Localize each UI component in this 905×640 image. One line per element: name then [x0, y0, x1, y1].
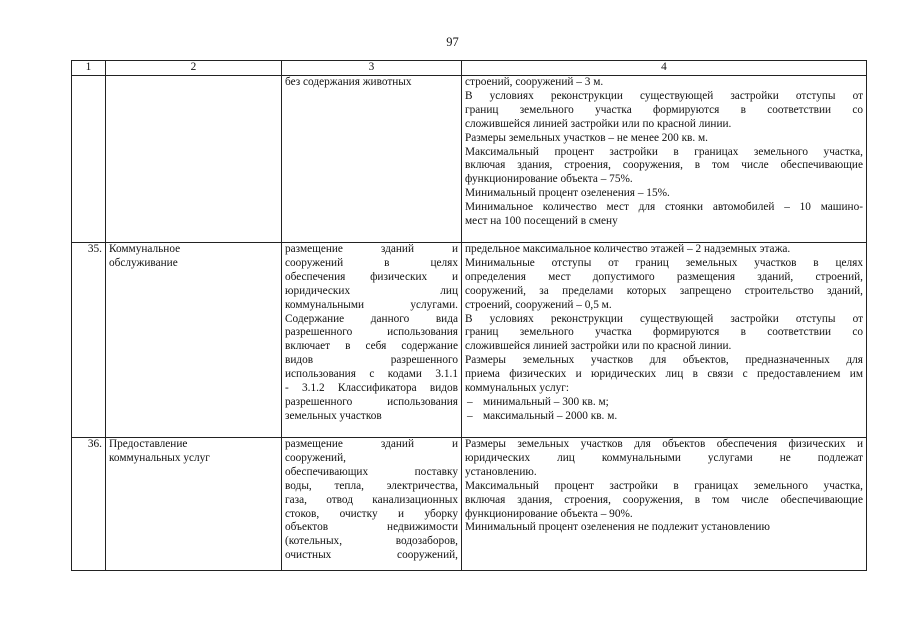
parameter-line: установлению. [465, 465, 537, 478]
parameter-line: Максимальный процент застройки в границах земельного участка, [465, 145, 863, 158]
parameter-line: В условиях реконструкции существующей застройки отступы от [465, 312, 863, 325]
description-line: - 3.1.2 Классификатора видов [285, 382, 458, 395]
description-line: обеспечивающих поставку [285, 465, 458, 478]
description-line: объектов недвижимости [285, 521, 458, 534]
parameter-line: Минимальные отступы от границ земельных участков в целях [465, 256, 863, 269]
use-name [106, 76, 282, 243]
use-name [106, 438, 282, 571]
table-header-row [72, 61, 867, 76]
table-row [72, 76, 867, 243]
parameter-line: определения мест допустимого размещения зданий, строений, [465, 270, 863, 283]
parameter-line: границ земельного участка формируются в соответствии со [465, 326, 863, 339]
parameter-line: сложившейся линией застройки или по красной линии. [465, 340, 732, 353]
header-cell-1: 1 [72, 61, 106, 76]
description-line: газа, отвод канализационных [285, 493, 458, 506]
parameter-line: границ земельного участка формируются в соответствии со [465, 103, 863, 116]
description-line: разрешенного использования [285, 326, 458, 339]
use-parameters [462, 76, 867, 243]
parameter-line: включая здания, строения, сооружения, в том числе обеспечивающие [465, 159, 863, 172]
description-line: размещение зданий и [285, 243, 458, 255]
use-parameters [462, 438, 867, 571]
description-line: без содержания животных [285, 76, 412, 88]
list-item: – минимальный – 300 кв. м; [465, 396, 863, 410]
description-line: обеспечения физических и [285, 270, 458, 283]
parameter-line: Минимальное количество мест для стоянки автомобилей – 10 машино- [465, 201, 863, 214]
parameter-line: Минимальный процент озеленения не подлежит установлению [465, 521, 770, 534]
page-number: 97 [446, 35, 459, 49]
description-line: использования с кодами 3.1.1 [285, 368, 458, 381]
description-line: воды, тепла, электричества, [285, 479, 458, 492]
use-name-line: коммунальных услуг [109, 451, 210, 464]
use-description [282, 438, 462, 571]
description-line: юридических лиц [285, 284, 458, 297]
parameter-line: Минимальный процент озеленения – 15%. [465, 187, 670, 200]
area-limits-list [465, 396, 863, 424]
description-line: Содержание данного вида [285, 312, 458, 325]
list-item: – максимальный – 2000 кв. м. [465, 410, 863, 424]
header-cell-3: 3 [282, 61, 462, 76]
parameter-line: Максимальный процент застройки в границах земельного участка, [465, 479, 863, 492]
description-line: стоков, очистку и уборку [285, 507, 458, 520]
use-description [282, 243, 462, 438]
parameter-line: Размеры земельных участков для объектов, предназначенных для [465, 354, 863, 367]
parameter-line: функционирование объекта – 90%. [465, 507, 633, 520]
land-use-table [71, 60, 867, 571]
parameter-line: сложившейся линией застройки или по красной линии. [465, 117, 732, 130]
use-name-line: обслуживание [109, 256, 178, 269]
parameter-line: мест на 100 посещений в смену [465, 215, 618, 228]
description-line: (котельных, водозаборов, [285, 535, 458, 548]
description-line: размещение зданий и [285, 438, 458, 450]
table-row [72, 243, 867, 438]
use-parameters [462, 243, 867, 438]
use-description [282, 76, 462, 243]
table-row [72, 438, 867, 571]
parameter-line: предельное максимальное количество этажей – 2 надземных этажа. [465, 243, 791, 255]
parameter-line: сооружений, за пределами которых запрещено строительство зданий, [465, 284, 863, 297]
parameter-line: приема физических и юридических лиц в связи с предоставлением им [465, 368, 863, 381]
row-number [72, 76, 106, 243]
parameter-line: юридических лиц коммунальными услугами не подлежат [465, 451, 863, 464]
parameter-line: В условиях реконструкции существующей застройки отступы от [465, 89, 863, 102]
parameter-line: функционирование объекта – 75%. [465, 173, 633, 186]
header-cell-2: 2 [106, 61, 282, 76]
description-line: очистных сооружений, [285, 549, 458, 562]
header-cell-4: 4 [462, 61, 867, 76]
description-line: коммунальными услугами. [285, 298, 458, 311]
parameter-line: включая здания, строения, сооружения, в том числе обеспечивающие [465, 493, 863, 506]
description-line: сооружений в целях [285, 256, 458, 269]
description-line: разрешенного использования [285, 395, 458, 408]
use-name-line: Предоставление [109, 438, 188, 450]
parameter-line: строений, сооружений – 0,5 м. [465, 298, 612, 311]
description-line: сооружений, [285, 451, 346, 464]
description-line: включает в себя содержание [285, 340, 458, 353]
description-line: видов разрешенного [285, 354, 458, 367]
parameter-line: Размеры земельных участков – не менее 200 кв. м. [465, 131, 709, 144]
use-name-line: Коммунальное [109, 243, 181, 255]
row-number: 35. [72, 243, 106, 438]
parameter-line: Размеры земельных участков для объектов обеспечения физических и [465, 438, 863, 450]
parameter-line: строений, сооружений – 3 м. [465, 76, 604, 88]
use-name [106, 243, 282, 438]
parameter-line: коммунальных услуг: [465, 382, 570, 395]
row-number: 36. [72, 438, 106, 571]
description-line: земельных участков [285, 409, 382, 422]
